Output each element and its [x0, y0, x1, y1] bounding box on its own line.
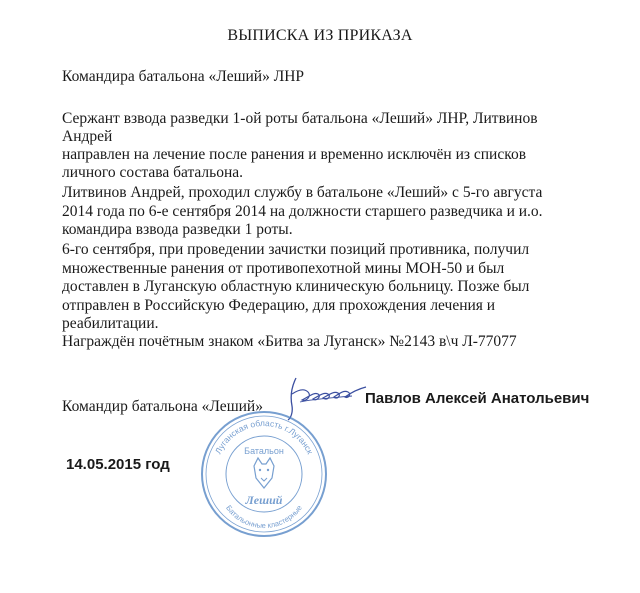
body-line-7: командира взвода разведки 1 роты.: [62, 221, 293, 238]
document-date: 14.05.2015 год: [66, 456, 170, 473]
body-line-8: 6-го сентября, при проведении зачистки позиций противника, получил: [62, 241, 530, 258]
body-line-2: Андрей: [62, 128, 113, 145]
heading-line: Командира батальона «Леший» ЛНР: [62, 68, 305, 85]
svg-text:Луганская область г.Луганск: Луганская область г.Луганск: [212, 417, 316, 456]
body-line-13: Награждён почётным знаком «Битва за Луганск» №2143 в\ч Л-77077: [62, 333, 517, 350]
body-line-4: личного состава батальона.: [62, 164, 244, 181]
body-line-10: доставлен в Луганскую областную клиническую больницу. Позже был: [62, 278, 530, 295]
document-title: ВЫПИСКА ИЗ ПРИКАЗА: [227, 27, 413, 44]
signatory-name: Павлов Алексей Анатольевич: [365, 390, 590, 407]
body-line-6: 2014 года по 6-е сентября 2014 на должности старшего разведчика и и.о.: [62, 203, 543, 220]
signature-role: Командир батальона «Леший»: [62, 398, 263, 415]
svg-text:Батальонные кластерные: Батальонные кластерные: [224, 503, 304, 531]
svg-text:Леший: Леший: [245, 493, 283, 507]
body-line-9: множественные ранения от противопехотной мины МОН-50 и был: [62, 260, 505, 277]
body-line-1: Сержант взвода разведки 1-ой роты батальона «Леший» ЛНР, Литвинов: [62, 110, 538, 127]
body-line-11: отправлен в Российскую Федерацию, для прохождения лечения и: [62, 297, 496, 314]
body-line-3: направлен на лечение после ранения и временно исключён из списков: [62, 146, 527, 163]
battalion-stamp: [198, 408, 330, 540]
body-line-12: реабилитации.: [62, 315, 159, 332]
svg-text:Батальон: Батальон: [244, 446, 284, 456]
body-line-5: Литвинов Андрей, проходил службу в батальоне «Леший» с 5-го августа: [62, 184, 543, 201]
